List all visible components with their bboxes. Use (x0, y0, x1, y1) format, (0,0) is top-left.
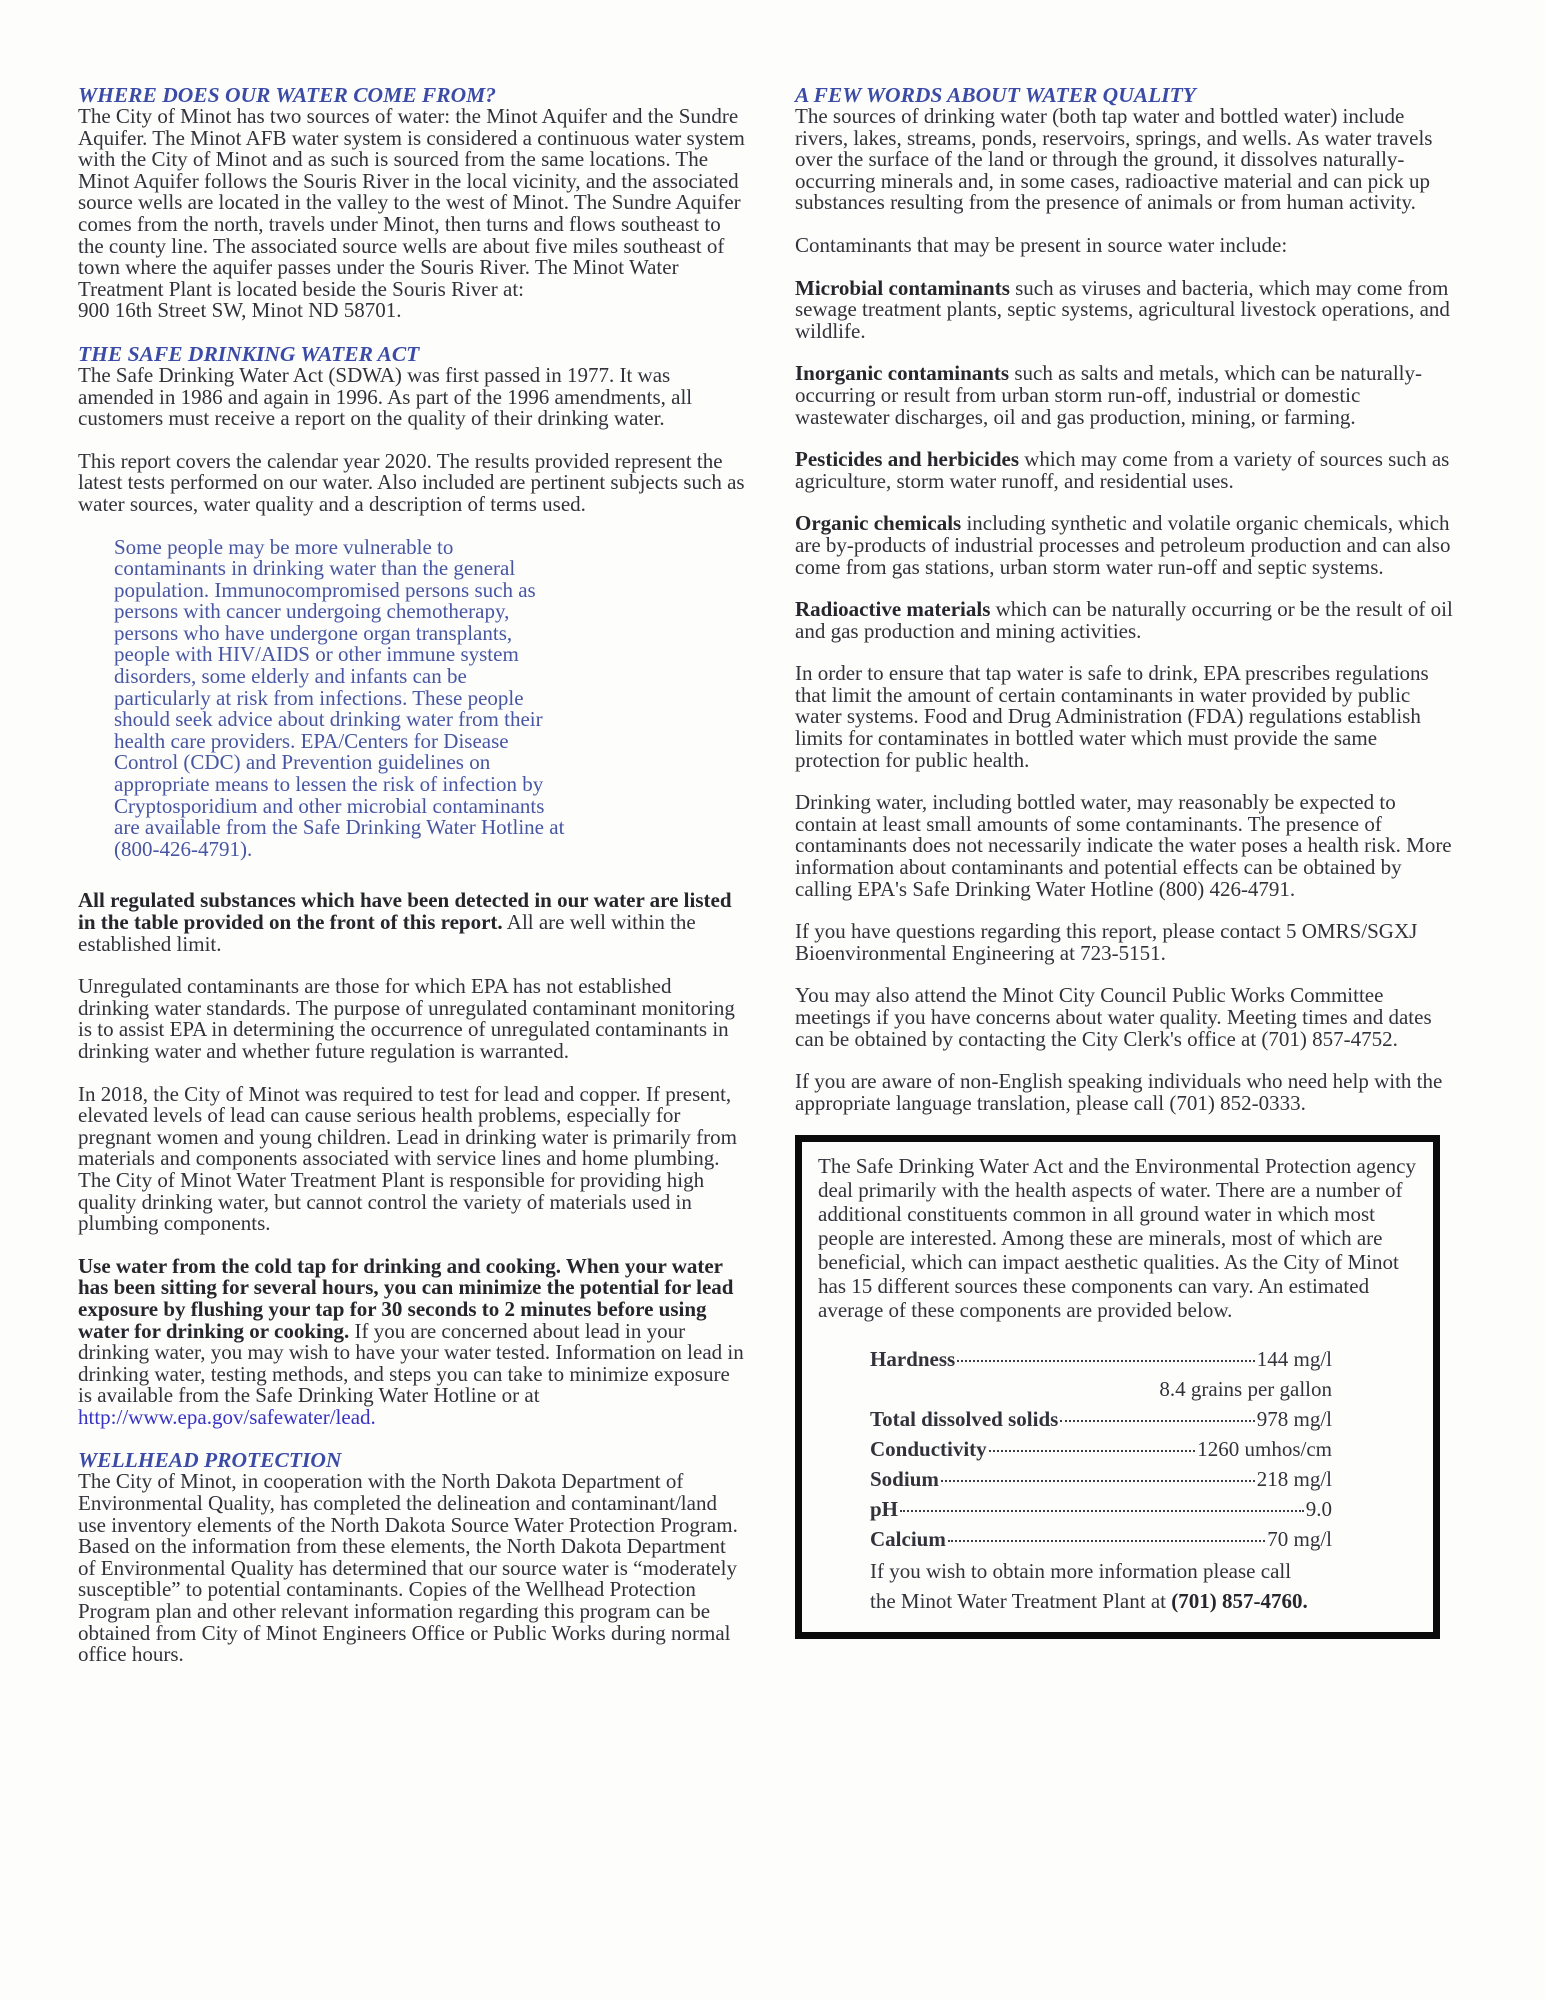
right-column (795, 84, 1457, 1639)
paragraph-bottled-water: Drinking water, including bottled water, may reasonably be expected to contain at least small amounts of some contaminants. The presence of contaminants does not necessarily indicate the water poses a health risk. More information about contaminants and potential effects can be obtained by calling EPA's Safe Drinking Water Hotline (800) 426-4791. (795, 790, 1452, 901)
microbial-contaminants-term: Microbial contaminants (795, 275, 1010, 300)
treatment-plant-address: 900 16th Street SW, Minot ND 58701. (78, 298, 402, 323)
info-box-footer (870, 1556, 1332, 1616)
radioactive-materials-text: which can be naturally occurring or be the result of oil and gas production and mining activities. (795, 597, 1453, 643)
sodium-value: 218 mg/l (1256, 1467, 1332, 1492)
section-title-wellhead-protection: WELLHEAD PROTECTION (78, 1448, 342, 1473)
treatment-plant-contact-text: the Minot Water Treatment Plant at (870, 1589, 1172, 1614)
data-row-ph (870, 1494, 1332, 1524)
info-box-intro: The Safe Drinking Water Act and the Environmental Protection agency deal primarily with the health aspects of water. There are a number of additional constituents common in all ground water in which most people are interested. Among these are minerals, most of which are beneficial, which can impact aesthetic qualities. As the City of Minot has 15 different sources these components can vary. An estimated average of these components are provided below. (818, 1154, 1416, 1323)
inorganic-contaminants-term: Inorganic contaminants (795, 361, 1010, 386)
data-row-total-dissolved-solids (870, 1404, 1332, 1434)
cold-tap-rest-text: If you are concerned about lead in your drinking water, you may wish to have your water tested. Information on lead in drinking water, testing methods, and steps you can take to minimize exposure is available from the Safe Drinking Water Hotline or at (78, 1318, 744, 1408)
paragraph-radioactive-materials (795, 599, 1457, 642)
pesticides-herbicides-term: Pesticides and herbicides (795, 447, 1019, 472)
section-title-safe-drinking-water-act: THE SAFE DRINKING WATER ACT (78, 341, 420, 366)
dot-leader (989, 1450, 1196, 1452)
calcium-label: Calcium (870, 1527, 946, 1552)
vulnerable-populations-notice: Some people may be more vulnerable to contaminants in drinking water than the general population. Immunocompromised persons such as persons with cancer undergoing chemotherapy, persons who have undergone organ transplants, people with HIV/AIDS or other immune system disorders, some elderly and infants can be particularly at risk from infections. These people should seek advice about drinking water from their health care providers. EPA/Centers for Disease Control (CDC) and Prevention guidelines on appropriate means to lessen the risk of infection by Cryptosporidium and other microbial contaminants are available from the Safe Drinking Water Hotline at (800-426-4791). (114, 534, 565, 861)
sodium-label: Sodium (870, 1467, 939, 1492)
hardness-value: 144 mg/l (1256, 1347, 1332, 1372)
data-row-calcium (870, 1524, 1332, 1554)
organic-chemicals-term: Organic chemicals (795, 511, 962, 536)
dot-leader (957, 1360, 1255, 1362)
paragraph-organic-chemicals (795, 513, 1457, 578)
pesticides-herbicides-text: which may come from a variety of sources such as agriculture, storm water runoff, and residential uses. (795, 447, 1450, 493)
section-title-where-does-our-water-come-from: WHERE DOES OUR WATER COME FROM? (78, 83, 496, 107)
data-row-sodium (870, 1464, 1332, 1494)
hardness-grains-note: 8.4 grains per gallon (1159, 1377, 1332, 1402)
cold-tap-bold-text: Use water from the cold tap for drinking and cooking. When your water has been sitting for several hours, you can minimize the potential for lead exposure by flushing your tap for 30 seconds to 2 minutes before using water for drinking or cooking. (78, 1253, 734, 1343)
paragraph-water-sources (78, 106, 746, 322)
dot-leader (1060, 1420, 1254, 1422)
more-information-line: If you wish to obtain more information please call (870, 1559, 1292, 1584)
inorganic-contaminants-text: such as salts and metals, which can be naturally-occurring or result from urban storm run-off, industrial or domestic wastewater discharges, oil and gas production, mining, or farming. (795, 361, 1422, 429)
paragraph-unregulated-contaminants: Unregulated contaminants are those for which EPA has not established drinking water standards. The purpose of unregulated contaminant monitoring is to assist EPA in determining the occurrence of unregulated contaminants in drinking water and whether future regulation is warranted. (78, 974, 735, 1063)
paragraph-cold-tap-advice (78, 1253, 746, 1429)
dot-leader (900, 1510, 1304, 1512)
paragraph-drinking-water-sources: The sources of drinking water (both tap water and bottled water) include rivers, lakes, streams, ponds, reservoirs, springs, and wells. As water travels over the surface of the land or through the ground, it dissolves naturally-occurring minerals and, in some cases, radioactive material and can pick up substances resulting from the presence of animals or from human activity. (795, 104, 1433, 215)
left-column (78, 84, 746, 1687)
paragraph-lead-copper-2018: In 2018, the City of Minot was required to test for lead and copper. If present, elevated levels of lead can cause serious health problems, especially for pregnant women and young children. Lead in drinking water is primarily from materials and components associated with service lines and home plumbing. The City of Minot Water Treatment Plant is responsible for providing high quality drinking water, but cannot control the variety of materials used in plumbing components. (78, 1081, 737, 1236)
treatment-plant-phone: (701) 857-4760. (1171, 1589, 1308, 1614)
radioactive-materials-term: Radioactive materials (795, 597, 991, 622)
paragraph-regulated-substances (78, 890, 746, 955)
regulated-substances-bold-text: All regulated substances which have been detected in our water are listed in the table provided on the front of this report. (78, 888, 732, 934)
total-dissolved-solids-value: 978 mg/l (1256, 1407, 1332, 1432)
paragraph-city-council-meetings: You may also attend the Minot City Council Public Works Committee meetings if you have concerns about water quality. Meeting times and dates can be obtained by contacting the City Clerk's office at (701) 857-4752. (795, 983, 1432, 1051)
paragraph-pesticides-herbicides (795, 449, 1457, 492)
hardness-label: Hardness (870, 1347, 956, 1372)
microbial-contaminants-text: such as viruses and bacteria, which may come from sewage treatment plants, septic systems, agricultural livestock operations, and wildlife. (795, 275, 1450, 343)
data-row-conductivity (870, 1434, 1332, 1464)
section-title-a-few-words-about-water-quality: A FEW WORDS ABOUT WATER QUALITY (795, 83, 1196, 107)
paragraph-contaminants-intro: Contaminants that may be present in source water include: (795, 232, 1288, 257)
conductivity-value: 1260 umhos/cm (1197, 1437, 1332, 1462)
calcium-value: 70 mg/l (1267, 1527, 1332, 1552)
paragraph-report-coverage: This report covers the calendar year 2020. The results provided represent the latest tests performed on our water. Also included are pertinent subjects such as water sources, water quality and a description of terms used. (78, 448, 745, 516)
paragraph-sdwa-history: The Safe Drinking Water Act (SDWA) was first passed in 1977. It was amended in 1986 and again in 1996. As part of the 1996 amendments, all customers must receive a report on the quality of their drinking water. (78, 362, 693, 431)
ph-value: 9.0 (1305, 1497, 1332, 1522)
paragraph-epa-regulations: In order to ensure that tap water is safe to drink, EPA prescribes regulations that limit the amount of certain contaminants in water provided by public water systems. Food and Drug Administration (FDA) regulations establish limits for contaminates in bottled water which must provide the same protection for public health. (795, 661, 1429, 772)
organic-chemicals-text: including synthetic and volatile organic chemicals, which are by-products of industrial processes and petroleum production and can also come from gas stations, urban storm water run-off and septic systems. (795, 511, 1451, 579)
regulated-substances-rest-text: All are well within the established limit. (78, 910, 696, 956)
paragraph-language-translation: If you are aware of non-English speaking individuals who need help with the appropriate language translation, please call (701) 852-0333. (795, 1069, 1443, 1115)
paragraph-inorganic-contaminants (795, 363, 1457, 428)
paragraph-report-questions-contact: If you have questions regarding this report, please contact 5 OMRS/SGXJ Bioenvironmental Engineering at 723-5151. (795, 919, 1418, 965)
dot-leader (941, 1480, 1255, 1482)
epa-safewater-lead-link[interactable]: http://www.epa.gov/safewater/lead. (78, 1404, 376, 1429)
data-row-hardness (870, 1344, 1332, 1374)
dot-leader (948, 1540, 1265, 1542)
ph-label: pH (870, 1497, 899, 1522)
constituents-data-list (870, 1344, 1332, 1616)
water-sources-text: The City of Minot has two sources of water: the Minot Aquifer and the Sundre Aquifer. The Minot AFB water system is considered a continuous water system with the City of Minot and as such is sourced from the same locations. The Minot Aquifer follows the Souris River in the local vicinity, and the associated source wells are located in the valley to the west of Minot. The Sundre Aquifer comes from the north, travels under Minot, then turns and flows southeast to the county line. The associated source wells are about five miles southeast of town where the aquifer passes under the Souris River. The Minot Water Treatment Plant is located beside the Souris River at: (78, 104, 745, 301)
water-constituents-info-box (795, 1135, 1440, 1639)
total-dissolved-solids-label: Total dissolved solids (870, 1407, 1059, 1432)
conductivity-label: Conductivity (870, 1437, 987, 1462)
paragraph-microbial-contaminants (795, 275, 1457, 343)
paragraph-wellhead-protection: The City of Minot, in cooperation with the North Dakota Department of Environmental Quality, has completed the delineation and contaminant/land use inventory elements of the North Dakota Source Water Protection Program. Based on the information from these elements, the North Dakota Department of Environmental Quality has determined that our source water is “moderately susceptible” to potential contaminants. Copies of the Wellhead Protection Program plan and other relevant information regarding this program can be obtained from City of Minot Engineers Office or Public Works during normal office hours. (78, 1469, 738, 1667)
